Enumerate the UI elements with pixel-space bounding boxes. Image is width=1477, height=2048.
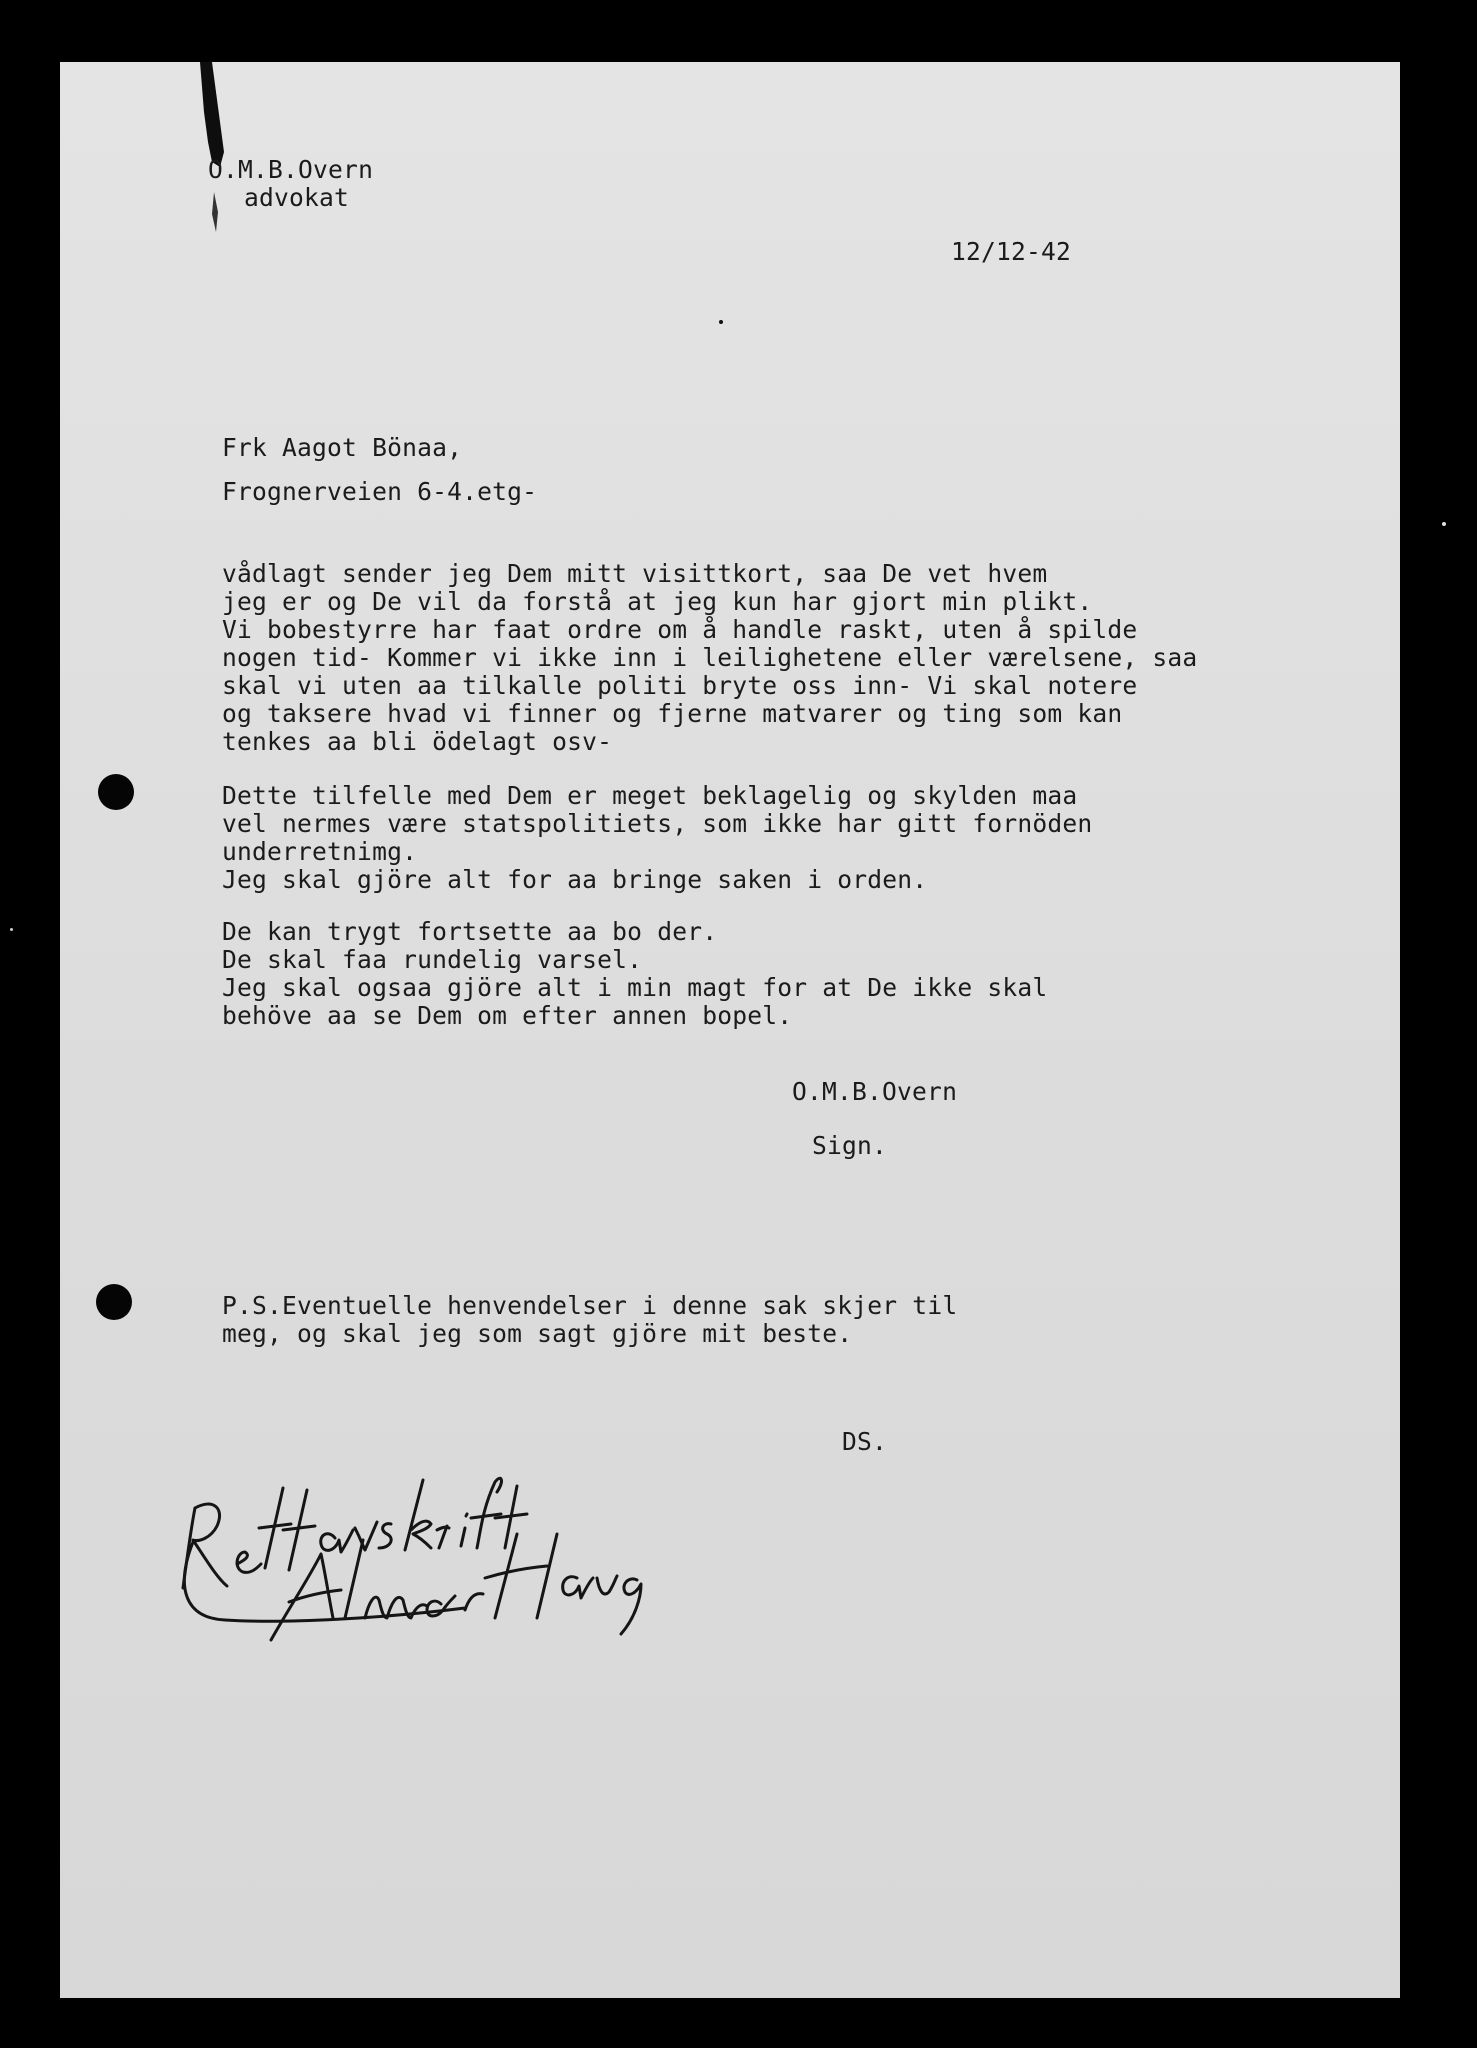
- body-line: vådlagt sender jeg Dem mitt visittkort, saa De vet hvem: [222, 559, 1048, 588]
- body-line: behöve aa se Dem om efter annen bopel.: [222, 1001, 793, 1030]
- postscript-line: meg, og skal jeg som sagt gjöre mit beste.: [222, 1319, 853, 1348]
- postscript-line: P.S.Eventuelle henvendelser i denne sak skjer til: [222, 1291, 958, 1320]
- closing-name: O.M.B.Overn: [792, 1077, 958, 1106]
- punch-hole-top: [98, 774, 134, 810]
- body-line: tenkes aa bli ödelagt osv-: [222, 727, 613, 756]
- body-line: underretnimg.: [222, 837, 418, 866]
- speck: [1442, 522, 1446, 526]
- sender-title: advokat: [244, 183, 350, 212]
- body-line: Jeg skal ogsaa gjöre alt i min magt for at De ikke skal: [222, 973, 1048, 1002]
- body-line: vel nermes være statspolitiets, som ikke har gitt fornöden: [222, 809, 1093, 838]
- body-line: jeg er og De vil da forstå at jeg kun har gjort min plikt.: [222, 587, 1093, 616]
- body-line: skal vi uten aa tilkalle politi bryte oss inn- Vi skal notere: [222, 671, 1138, 700]
- body-line: De kan trygt fortsette aa bo der.: [222, 917, 718, 946]
- speck: [10, 928, 13, 931]
- postscript-closing: DS.: [842, 1427, 888, 1456]
- body-line: Jeg skal gjöre alt for aa bringe saken i orden.: [222, 865, 928, 894]
- handwritten-signature: [165, 1468, 665, 1648]
- body-line: De skal faa rundelig varsel.: [222, 945, 643, 974]
- letter-sheet: [60, 62, 1400, 1998]
- letter-date: 12/12-42: [951, 237, 1072, 266]
- body-line: nogen tid- Kommer vi ikke inn i leilighetene eller værelsene, saa: [222, 643, 1198, 672]
- speck: [719, 320, 723, 324]
- sender-name: O.M.B.Overn: [208, 155, 374, 184]
- closing-sign: Sign.: [812, 1131, 888, 1160]
- recipient-name: Frk Aagot Bönaa,: [222, 433, 463, 462]
- body-line: Vi bobestyrre har faat ordre om å handle raskt, uten å spilde: [222, 615, 1138, 644]
- recipient-address: Frognerveien 6-4.etg-: [222, 477, 538, 506]
- body-line: og taksere hvad vi finner og fjerne matvarer og ting som kan: [222, 699, 1123, 728]
- punch-hole-bottom: [96, 1284, 132, 1320]
- body-line: Dette tilfelle med Dem er meget beklagelig og skylden maa: [222, 781, 1078, 810]
